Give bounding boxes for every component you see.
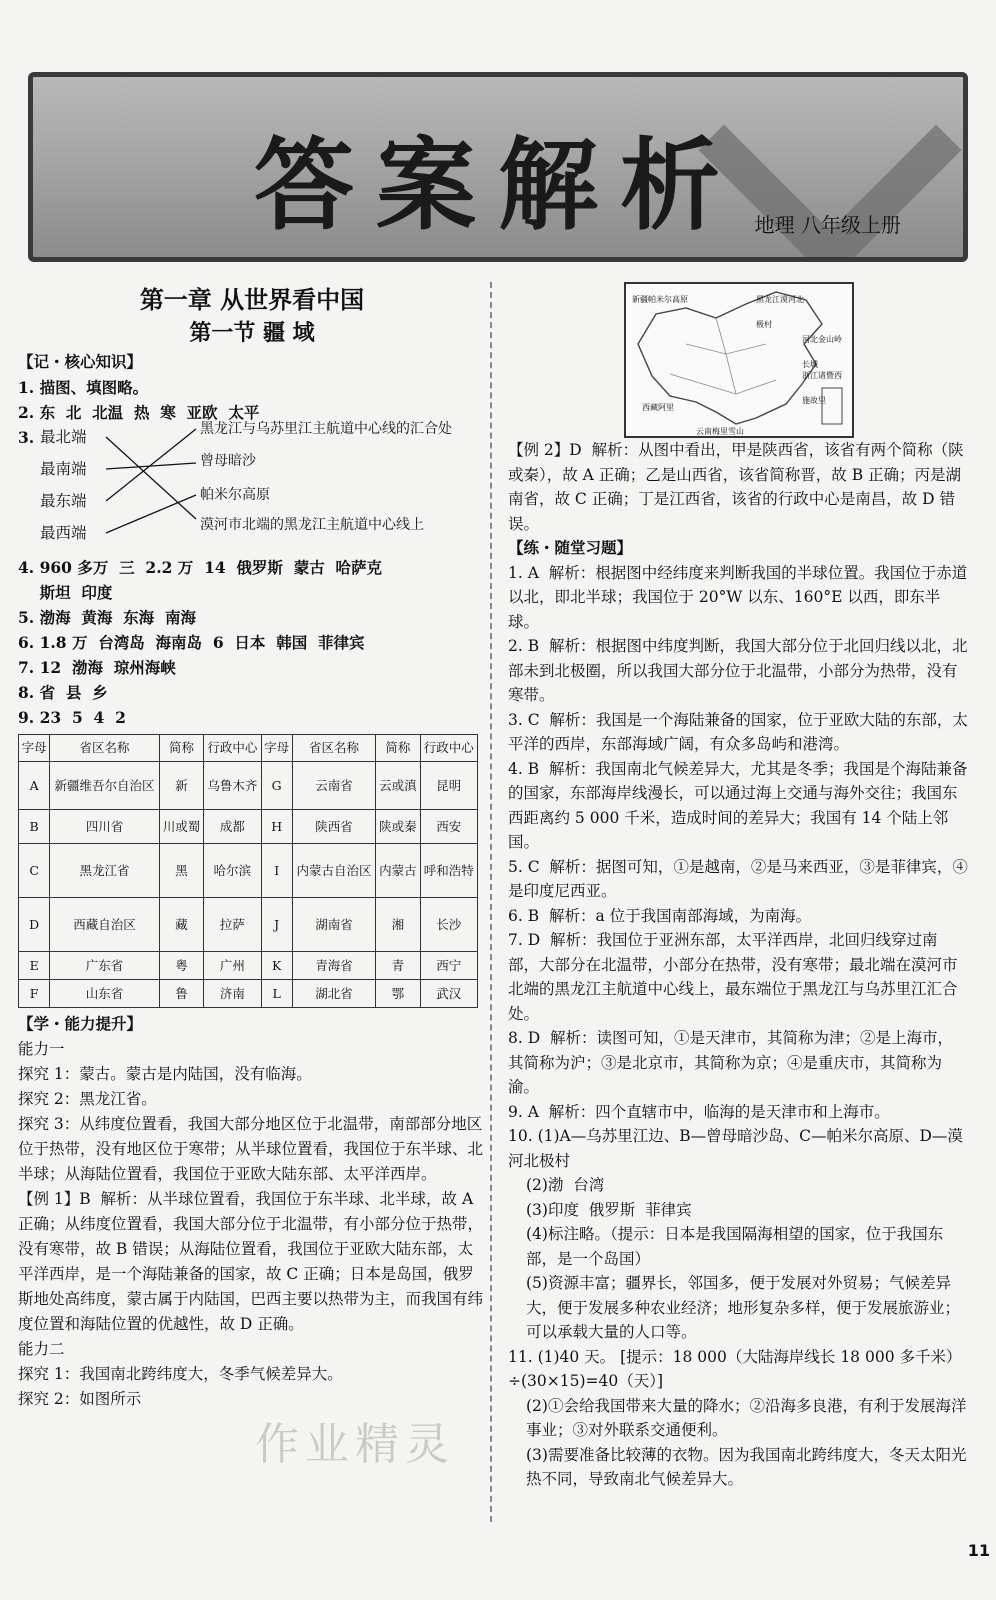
table-cell: 黑龙江省 [50, 844, 160, 898]
table-header-cell: 字母 [19, 735, 50, 762]
table-cell: 陕或秦 [376, 810, 420, 844]
table-cell: 济南 [204, 980, 261, 1008]
map-label: 黑龙江漠河北极村 [756, 295, 804, 329]
table-header-cell: 简称 [159, 735, 203, 762]
table-cell: 哈尔滨 [204, 844, 261, 898]
core-line: 8. 省 县 乡 [18, 683, 108, 702]
section-title: 第一节 疆 域 [189, 321, 315, 346]
map-label: 西藏阿里 [642, 403, 674, 412]
example-2: 【例 2】D 解析：从图中看出，甲是陕西省，该省有两个简称（陕或秦），故 A 正确；乙是山西省，该省简称晋，故 B 正确；丙是湖南省，故 C 正确；丁是江西省，该省的行政中心是南昌，故 D 错误。 [508, 441, 964, 533]
match-right: 帕米尔高原 [200, 487, 270, 503]
table-cell: F [19, 980, 50, 1008]
table-cell: 鲁 [159, 980, 203, 1008]
match-lines [18, 425, 218, 555]
answer-subitem: (3)需要准备比较薄的衣物。因为我国南北跨纬度大，冬天太阳光热不同，导致南北气候差异大。 [526, 1445, 967, 1488]
table-header-cell: 省区名称 [292, 735, 375, 762]
table-cell: 乌鲁木齐 [204, 762, 261, 810]
answer-subitem: (3)印度 俄罗斯 菲律宾 [526, 1200, 692, 1219]
core-line: 9. 23 5 4 2 [18, 708, 126, 727]
matching-exercise [18, 421, 486, 555]
map-label: 新疆帕米尔高原 [632, 295, 688, 304]
table-cell: 黑 [159, 844, 203, 898]
table-cell: 成都 [204, 810, 261, 844]
table-header-cell: 字母 [261, 735, 292, 762]
table-cell: 四川省 [50, 810, 160, 844]
answer-item: 5. C 解析：据图可知，①是越南，②是马来西亚，③是菲律宾，④是印度尼西亚。 [508, 857, 968, 900]
table-row [19, 762, 478, 810]
match-right: 曾母暗沙 [200, 453, 256, 469]
table-cell: 新疆维吾尔自治区 [50, 762, 160, 810]
ability-line: 能力一 [18, 1040, 65, 1058]
table-cell: 陕西省 [292, 810, 375, 844]
table-cell: D [19, 898, 50, 952]
answer-item: 7. D 解析：我国位于亚洲东部，太平洋西岸，北回归线穿过南部，大部分在北温带，小部分在热带，没有寒带；最北端在漠河市北端的黑龙江主航道中心线上，最东端位于黑龙江与乌苏里江汇合处。 [508, 931, 958, 1023]
page-number: 11 [967, 1541, 990, 1560]
practice-header: 【练・随堂习题】 [508, 539, 633, 557]
watermark: 作业精灵 [255, 1419, 455, 1470]
table-cell: 西安 [420, 810, 477, 844]
table-cell: 云南省 [292, 762, 375, 810]
table-cell: J [261, 898, 292, 952]
table-cell: K [261, 952, 292, 980]
answer-item: 1. A 解析：根据图中经纬度来判断我国的半球位置。我国位于赤道以北，即北半球；我国位于 20°W 以东、160°E 以西，即东半球。 [508, 563, 968, 631]
ability-line: 探究 1：我国南北跨纬度大，冬季气候差异大。 [18, 1365, 343, 1383]
answer-subitem: (4)标注略。（提示：日本是我国隔海相望的国家，位于我国东部，是一个岛国） [526, 1225, 944, 1268]
answer-item: 10. (1)A—乌苏里江边、B—曾母暗沙岛、C—帕米尔高原、D—漠河北极村 [508, 1127, 963, 1170]
match-right: 漠河市北端的黑龙江主航道中心线上 [200, 517, 424, 533]
table-cell: 内蒙古 [376, 844, 420, 898]
answer-subitem: (5)资源丰富；疆界长，邻国多，便于发展对外贸易；气候差异大，便于发展多种农业经济；地形复杂多样，便于发展旅游业；可以承载大量的人口等。 [526, 1274, 961, 1341]
ability-line: 能力二 [18, 1340, 65, 1358]
map-label: 河北金山岭长城 [802, 335, 842, 369]
table-header-cell: 行政中心 [204, 735, 261, 762]
answer-subitem: (2)①会给我国带来大量的降水；②沿海多良港，有利于发展海洋事业；③对外联系交通便利。 [526, 1396, 967, 1439]
map-label: 云南梅里雪山 [696, 427, 744, 436]
answer-item: 11. (1)40 天。 [提示：18 000（大陆海岸线长 18 000 多千米）÷(30×15)=40（天）] [508, 1347, 962, 1390]
match-left: 最东端 [40, 492, 87, 510]
table-cell: 武汉 [420, 980, 477, 1008]
match-left: 最北端 [40, 428, 87, 446]
subject-subtitle: 地理 八年级上册 [754, 213, 901, 237]
core-line: 7. 12 渤海 琼州海峡 [18, 658, 176, 677]
table-cell: C [19, 844, 50, 898]
table-cell: 湘 [376, 898, 420, 952]
table-cell: 广东省 [50, 952, 160, 980]
table-cell: 鄂 [376, 980, 420, 1008]
ability-line: 探究 2：黑龙江省。 [18, 1090, 157, 1108]
table-cell: 西宁 [420, 952, 477, 980]
table-cell: 内蒙古自治区 [292, 844, 375, 898]
province-table [18, 734, 478, 1008]
table-cell: 山东省 [50, 980, 160, 1008]
core-line: 6. 1.8 万 台湾岛 海南岛 6 日本 韩国 菲律宾 [18, 633, 365, 652]
table-cell: 湖北省 [292, 980, 375, 1008]
example-1: 【例 1】B 解析：从半球位置看，我国位于东半球、北半球，故 A 正确；从纬度位置看，我国大部分位于北温带，有小部分位于热带，没有寒带，故 B 错误；从海陆位置看，我国位于亚欧大陆东部，太平洋西岸，是一个海陆兼备的国家，故 C 正确；日本是岛国，俄罗斯地处高纬度，蒙古属于内陆国，巴西主要以热带为主，而我国有纬度位置和海陆位置的优越性，故 D 正确。 [18, 1190, 484, 1333]
table-row [19, 898, 478, 952]
table-cell: I [261, 844, 292, 898]
table-row [19, 844, 478, 898]
ability-line: 探究 3：从纬度位置看，我国大部分地区位于北温带，南部部分地区位于热带，没有地区位于寒带；从半球位置看，我国位于东半球、北半球；从海陆位置看，我国位于亚欧大陆东部、太平洋西岸。 [18, 1115, 484, 1183]
table-row [19, 952, 478, 980]
answer-item: 3. C 解析：我国是一个海陆兼备的国家，位于亚欧大陆的东部，太平洋的西岸，东部海域广阔，有众多岛屿和港湾。 [508, 710, 968, 753]
answer-item: 8. D 解析：读图可知，①是天津市，其简称为津；②是上海市，其简称为沪；③是北京市，其简称为京；④是重庆市，其简称为渝。 [508, 1029, 953, 1096]
map-label: 浙江诸暨西施故里 [802, 371, 842, 405]
answer-item: 6. B 解析：a 位于我国南部海域，为南海。 [508, 906, 812, 925]
core-line: 4. 960 多万 三 2.2 万 14 俄罗斯 蒙古 哈萨克 [18, 558, 383, 577]
table-header-cell: 简称 [376, 735, 420, 762]
chapter-title: 第一章 从世界看中国 [139, 286, 365, 314]
table-cell: B [19, 810, 50, 844]
table-cell: G [261, 762, 292, 810]
table-row [19, 810, 478, 844]
match-right: 黑龙江与乌苏里江主航道中心线的汇合处 [200, 421, 452, 437]
answer-item: 9. A 解析：四个直辖市中，临海的是天津市和上海市。 [508, 1102, 890, 1121]
table-header-row [19, 735, 478, 762]
match-left: 最西端 [40, 524, 87, 542]
table-row [19, 980, 478, 1008]
right-column [508, 282, 968, 1492]
core-line: 斯坦 印度 [18, 583, 113, 602]
core-line: 2. 东 北 北温 热 寒 亚欧 太平 [18, 403, 260, 422]
table-cell: 粤 [159, 952, 203, 980]
ability-line: 探究 1：蒙古。蒙古是内陆国，没有临海。 [18, 1065, 312, 1083]
column-divider [490, 282, 492, 1522]
table-cell: H [261, 810, 292, 844]
table-header-cell: 行政中心 [420, 735, 477, 762]
ability-line: 探究 2：如图所示 [18, 1390, 142, 1408]
answer-subitem: (2)渤 台湾 [526, 1176, 605, 1194]
title-banner [28, 72, 968, 262]
ability-header: 【学・能力提升】 [18, 1015, 143, 1033]
table-cell: 拉萨 [204, 898, 261, 952]
table-cell: L [261, 980, 292, 1008]
table-cell: 云或滇 [376, 762, 420, 810]
core-line: 1. 描图、填图略。 [18, 378, 149, 397]
table-cell: 广州 [204, 952, 261, 980]
match-left: 最南端 [40, 460, 87, 478]
table-cell: 青海省 [292, 952, 375, 980]
table-cell: E [19, 952, 50, 980]
table-header-cell: 省区名称 [50, 735, 160, 762]
table-cell: A [19, 762, 50, 810]
page-title: 答案解析 [254, 127, 742, 244]
table-cell: 川或蜀 [159, 810, 203, 844]
core-line: 5. 渤海 黄海 东海 南海 [18, 608, 196, 627]
table-cell: 青 [376, 952, 420, 980]
table-cell: 呼和浩特 [420, 844, 477, 898]
match-number: 3. [18, 428, 35, 447]
table-cell: 西藏自治区 [50, 898, 160, 952]
table-cell: 昆明 [420, 762, 477, 810]
table-cell: 藏 [159, 898, 203, 952]
china-map [624, 282, 854, 438]
answer-item: 4. B 解析：我国南北气候差异大，尤其是冬季；我国是个海陆兼备的国家，东部海岸线漫长，可以通过海上交通与海外交往；我国东西距离约 5 000 千米，造成时间的差异大；我国有 14 个陆上邻国。 [508, 759, 968, 851]
table-cell: 湖南省 [292, 898, 375, 952]
core-header: 【记・核心知识】 [18, 353, 143, 371]
table-cell: 长沙 [420, 898, 477, 952]
left-column [18, 282, 486, 1412]
answer-item: 2. B 解析：根据图中纬度判断，我国大部分位于北回归线以北，北部未到北极圈，所以我国大部分位于北温带，小部分为热带，没有寒带。 [508, 637, 968, 704]
table-cell: 新 [159, 762, 203, 810]
